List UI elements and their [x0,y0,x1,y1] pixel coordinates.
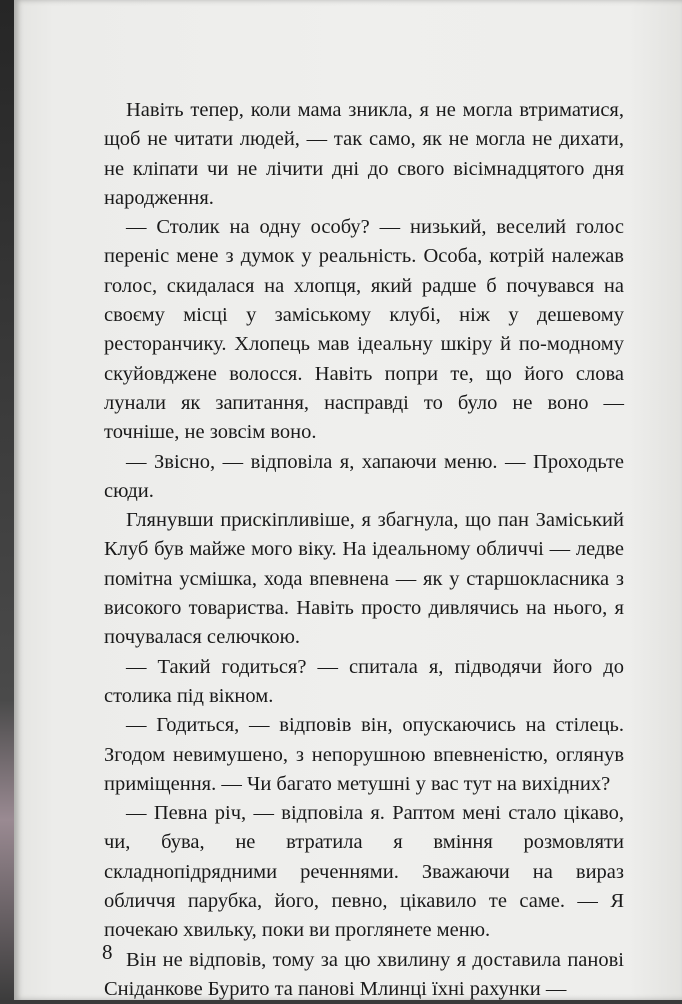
book-spine-edge [0,0,14,1000]
paragraph: — Столик на одну особу? — низький, веселий голос переніс мене з думок у реальність. Особа, котрій належав голос, скидалася на хлопця, який радше б почувався на своєму місці у заміському клубі, ніж у дешевому ресторанчику. Хлопець мав ідеальну шкіру й по-модному скуйовджене волосся. Навіть попри те, що його слова лунали як запитання, насправді то було не воно — точніше, не зовсім воно. [104,216,624,444]
page-body-text [104,96,624,1004]
paragraph: Глянувши прискіпливіше, я збагнула, що пан Заміський Клуб був майже мого віку. На ідеальному обличчі — ледве помітна усмішка, хода впевнена — як у старшокласника з високого товариства. Навіть просто дивлячись на нього, я почувалася селючкою. [104,509,624,649]
paragraph: Він не відповів, тому за цю хвилину я доставила панові Сніданкове Бурито та панові Млинці їхні рахунки — [104,948,624,1000]
paragraph: — Певна річ, — відповіла я. Раптом мені стало цікаво, чи, бува, не втратила я вміння розмовляти складнопідрядними реченнями. Зважаючи на вираз обличчя парубка, його, певно, цікавило те саме. — Я почекаю хвильку, поки ви проглянете меню. [104,802,624,942]
paragraph: — Такий годиться? — спитала я, підводячи його до столика під вікном. [104,655,624,707]
page-number: 8 [102,940,113,964]
paragraph: — Годиться, — відповів він, опускаючись на стілець. Згодом невимушено, з непорушною впевненістю, оглянув приміщення. — Чи багато метушні у вас тут на вихідних? [104,714,624,795]
paragraph: Навіть тепер, коли мама зникла, я не могла втриматися, щоб не читати людей, — так само, як не могла не дихати, не кліпати чи не лічити дні до свого вісімнадцятого дня народження. [104,99,624,209]
paragraph: — Звісно, — відповіла я, хапаючи меню. — Проходьте сюди. [104,450,624,502]
